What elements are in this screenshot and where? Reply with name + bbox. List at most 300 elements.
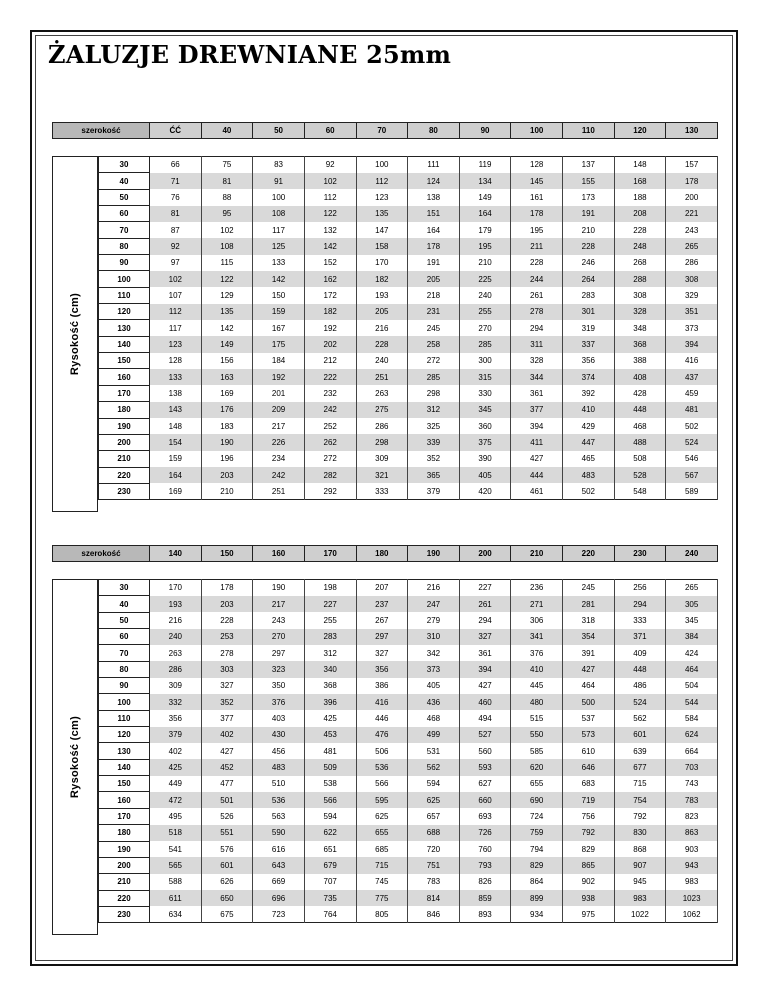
price-cell: 518 bbox=[150, 825, 202, 841]
price-cell: 294 bbox=[459, 612, 511, 628]
price-cell: 309 bbox=[356, 451, 408, 467]
price-cell: 743 bbox=[666, 776, 718, 792]
width-header-label: szerokość bbox=[53, 123, 150, 139]
price-cell: 247 bbox=[408, 596, 460, 612]
price-cell: 122 bbox=[304, 206, 356, 222]
price-cell: 425 bbox=[150, 759, 202, 775]
price-cell: 368 bbox=[304, 678, 356, 694]
price-cell: 167 bbox=[253, 320, 305, 336]
price-cell: 538 bbox=[304, 776, 356, 792]
price-cell: 333 bbox=[614, 612, 666, 628]
height-row-label: 100 bbox=[99, 271, 150, 287]
price-cell: 506 bbox=[356, 743, 408, 759]
table-row bbox=[99, 580, 718, 596]
price-cell: 205 bbox=[408, 271, 460, 287]
price-cell: 248 bbox=[614, 238, 666, 254]
price-cell: 234 bbox=[253, 451, 305, 467]
price-cell: 154 bbox=[150, 434, 202, 450]
price-cell: 650 bbox=[201, 890, 253, 906]
price-cell: 143 bbox=[150, 402, 202, 418]
price-cell: 228 bbox=[511, 255, 563, 271]
price-cell: 907 bbox=[614, 857, 666, 873]
price-cell: 445 bbox=[511, 678, 563, 694]
price-cell: 300 bbox=[459, 353, 511, 369]
price-cell: 173 bbox=[563, 189, 615, 205]
price-cell: 209 bbox=[253, 402, 305, 418]
price-cell: 585 bbox=[511, 743, 563, 759]
price-cell: 588 bbox=[150, 874, 202, 890]
price-cell: 262 bbox=[304, 434, 356, 450]
price-cell: 764 bbox=[304, 906, 356, 922]
price-cell: 745 bbox=[356, 874, 408, 890]
price-cell: 616 bbox=[253, 841, 305, 857]
price-cell: 142 bbox=[201, 320, 253, 336]
table-row bbox=[99, 255, 718, 271]
price-cell: 562 bbox=[408, 759, 460, 775]
price-cell: 332 bbox=[150, 694, 202, 710]
price-cell: 495 bbox=[150, 808, 202, 824]
price-cell: 286 bbox=[666, 255, 718, 271]
price-cell: 208 bbox=[614, 206, 666, 222]
price-cell: 221 bbox=[666, 206, 718, 222]
table-row bbox=[99, 710, 718, 726]
height-axis-label: Rysokość (cm) bbox=[69, 715, 81, 799]
price-cell: 328 bbox=[614, 304, 666, 320]
price-cell: 112 bbox=[356, 173, 408, 189]
price-cell: 182 bbox=[304, 304, 356, 320]
price-cell: 137 bbox=[563, 157, 615, 173]
price-grid-2 bbox=[98, 579, 718, 923]
height-row-label: 60 bbox=[99, 206, 150, 222]
price-cell: 315 bbox=[459, 369, 511, 385]
height-row-label: 80 bbox=[99, 661, 150, 677]
price-cell: 246 bbox=[563, 255, 615, 271]
price-cell: 272 bbox=[304, 451, 356, 467]
price-cell: 934 bbox=[511, 906, 563, 922]
price-cell: 202 bbox=[304, 336, 356, 352]
price-cell: 286 bbox=[356, 418, 408, 434]
price-cell: 117 bbox=[150, 320, 202, 336]
price-cell: 410 bbox=[563, 402, 615, 418]
price-cell: 92 bbox=[150, 238, 202, 254]
price-cell: 122 bbox=[201, 271, 253, 287]
price-cell: 864 bbox=[511, 874, 563, 890]
price-cell: 148 bbox=[614, 157, 666, 173]
height-row-label: 70 bbox=[99, 222, 150, 238]
price-cell: 217 bbox=[253, 596, 305, 612]
table-row bbox=[99, 434, 718, 450]
price-cell: 1062 bbox=[666, 906, 718, 922]
price-cell: 390 bbox=[459, 451, 511, 467]
width-header-cell: 180 bbox=[356, 546, 408, 562]
table-row bbox=[99, 727, 718, 743]
price-cell: 350 bbox=[253, 678, 305, 694]
price-cell: 192 bbox=[304, 320, 356, 336]
price-cell: 846 bbox=[408, 906, 460, 922]
price-cell: 297 bbox=[253, 645, 305, 661]
price-cell: 508 bbox=[614, 451, 666, 467]
price-cell: 391 bbox=[563, 645, 615, 661]
price-cell: 376 bbox=[511, 645, 563, 661]
price-cell: 476 bbox=[356, 727, 408, 743]
price-cell: 394 bbox=[459, 661, 511, 677]
height-row-label: 50 bbox=[99, 612, 150, 628]
price-cell: 175 bbox=[253, 336, 305, 352]
price-cell: 639 bbox=[614, 743, 666, 759]
price-cell: 100 bbox=[253, 189, 305, 205]
price-table-section-1 bbox=[52, 122, 718, 497]
price-cell: 218 bbox=[408, 287, 460, 303]
price-cell: 303 bbox=[201, 661, 253, 677]
height-row-label: 90 bbox=[99, 255, 150, 271]
price-cell: 124 bbox=[408, 173, 460, 189]
price-cell: 112 bbox=[150, 304, 202, 320]
price-cell: 829 bbox=[511, 857, 563, 873]
price-cell: 200 bbox=[666, 189, 718, 205]
price-cell: 794 bbox=[511, 841, 563, 857]
price-cell: 793 bbox=[459, 857, 511, 873]
price-cell: 348 bbox=[614, 320, 666, 336]
price-cell: 327 bbox=[201, 678, 253, 694]
price-cell: 427 bbox=[459, 678, 511, 694]
price-cell: 546 bbox=[666, 451, 718, 467]
price-cell: 468 bbox=[614, 418, 666, 434]
price-cell: 285 bbox=[459, 336, 511, 352]
price-cell: 196 bbox=[201, 451, 253, 467]
price-cell: 531 bbox=[408, 743, 460, 759]
table-row bbox=[99, 206, 718, 222]
price-cell: 207 bbox=[356, 580, 408, 596]
price-cell: 408 bbox=[614, 369, 666, 385]
price-cell: 601 bbox=[614, 727, 666, 743]
price-cell: 352 bbox=[408, 451, 460, 467]
width-header-cell: 100 bbox=[511, 123, 563, 139]
price-cell: 228 bbox=[356, 336, 408, 352]
price-cell: 683 bbox=[563, 776, 615, 792]
price-cell: 865 bbox=[563, 857, 615, 873]
price-cell: 244 bbox=[511, 271, 563, 287]
price-cell: 162 bbox=[304, 271, 356, 287]
height-row-label: 60 bbox=[99, 629, 150, 645]
price-cell: 278 bbox=[201, 645, 253, 661]
height-row-label: 170 bbox=[99, 385, 150, 401]
width-header-cell: 210 bbox=[511, 546, 563, 562]
price-cell: 481 bbox=[666, 402, 718, 418]
price-cell: 427 bbox=[511, 451, 563, 467]
price-cell: 83 bbox=[253, 157, 305, 173]
height-row-label: 210 bbox=[99, 874, 150, 890]
price-cell: 386 bbox=[356, 678, 408, 694]
price-cell: 123 bbox=[150, 336, 202, 352]
price-cell: 365 bbox=[408, 467, 460, 483]
price-cell: 294 bbox=[614, 596, 666, 612]
table-row bbox=[99, 759, 718, 775]
price-cell: 375 bbox=[459, 434, 511, 450]
price-cell: 297 bbox=[356, 629, 408, 645]
table-row bbox=[99, 320, 718, 336]
price-cell: 333 bbox=[356, 483, 408, 499]
price-cell: 354 bbox=[563, 629, 615, 645]
height-axis-label: Rysokość (cm) bbox=[69, 292, 81, 376]
height-row-label: 110 bbox=[99, 287, 150, 303]
price-cell: 679 bbox=[304, 857, 356, 873]
price-cell: 456 bbox=[253, 743, 305, 759]
price-cell: 502 bbox=[666, 418, 718, 434]
width-header-cell: 160 bbox=[253, 546, 305, 562]
table-row bbox=[99, 874, 718, 890]
price-cell: 149 bbox=[459, 189, 511, 205]
width-header-cell: ĆĆ bbox=[150, 123, 202, 139]
width-header-row-1 bbox=[52, 122, 718, 139]
price-cell: 411 bbox=[511, 434, 563, 450]
price-cell: 112 bbox=[304, 189, 356, 205]
price-cell: 227 bbox=[304, 596, 356, 612]
price-cell: 590 bbox=[253, 825, 305, 841]
price-cell: 945 bbox=[614, 874, 666, 890]
price-cell: 760 bbox=[459, 841, 511, 857]
price-cell: 735 bbox=[304, 890, 356, 906]
price-cell: 211 bbox=[511, 238, 563, 254]
price-cell: 87 bbox=[150, 222, 202, 238]
price-cell: 814 bbox=[408, 890, 460, 906]
price-cell: 524 bbox=[614, 694, 666, 710]
price-cell: 184 bbox=[253, 353, 305, 369]
height-row-label: 50 bbox=[99, 189, 150, 205]
price-cell: 156 bbox=[201, 353, 253, 369]
height-row-label: 230 bbox=[99, 483, 150, 499]
price-cell: 226 bbox=[253, 434, 305, 450]
price-cell: 255 bbox=[304, 612, 356, 628]
price-cell: 190 bbox=[253, 580, 305, 596]
price-cell: 225 bbox=[459, 271, 511, 287]
price-cell: 595 bbox=[356, 792, 408, 808]
height-row-label: 200 bbox=[99, 857, 150, 873]
price-cell: 323 bbox=[253, 661, 305, 677]
price-cell: 703 bbox=[666, 759, 718, 775]
price-cell: 626 bbox=[201, 874, 253, 890]
width-header-cell: 240 bbox=[666, 546, 718, 562]
table-row bbox=[99, 271, 718, 287]
price-cell: 472 bbox=[150, 792, 202, 808]
price-cell: 159 bbox=[253, 304, 305, 320]
price-cell: 263 bbox=[356, 385, 408, 401]
price-cell: 172 bbox=[304, 287, 356, 303]
price-cell: 550 bbox=[511, 727, 563, 743]
price-cell: 726 bbox=[459, 825, 511, 841]
price-cell: 536 bbox=[356, 759, 408, 775]
price-cell: 205 bbox=[356, 304, 408, 320]
price-cell: 510 bbox=[253, 776, 305, 792]
price-cell: 306 bbox=[511, 612, 563, 628]
table-row bbox=[99, 596, 718, 612]
price-cell: 264 bbox=[563, 271, 615, 287]
price-cell: 325 bbox=[408, 418, 460, 434]
width-header-cell: 40 bbox=[201, 123, 253, 139]
price-cell: 81 bbox=[150, 206, 202, 222]
price-cell: 541 bbox=[150, 841, 202, 857]
price-cell: 396 bbox=[304, 694, 356, 710]
table-row bbox=[99, 353, 718, 369]
width-header-cell: 220 bbox=[563, 546, 615, 562]
table-row bbox=[99, 890, 718, 906]
price-cell: 356 bbox=[563, 353, 615, 369]
price-cell: 128 bbox=[150, 353, 202, 369]
height-row-label: 180 bbox=[99, 825, 150, 841]
price-cell: 164 bbox=[459, 206, 511, 222]
price-cell: 376 bbox=[253, 694, 305, 710]
price-cell: 610 bbox=[563, 743, 615, 759]
price-cell: 715 bbox=[614, 776, 666, 792]
price-cell: 308 bbox=[614, 287, 666, 303]
table-row bbox=[99, 451, 718, 467]
price-cell: 243 bbox=[666, 222, 718, 238]
price-cell: 327 bbox=[459, 629, 511, 645]
width-header-cell: 190 bbox=[408, 546, 460, 562]
price-cell: 227 bbox=[459, 580, 511, 596]
price-cell: 283 bbox=[304, 629, 356, 645]
price-cell: 371 bbox=[614, 629, 666, 645]
width-header-label: szerokość bbox=[53, 546, 150, 562]
price-cell: 805 bbox=[356, 906, 408, 922]
price-cell: 724 bbox=[511, 808, 563, 824]
price-cell: 560 bbox=[459, 743, 511, 759]
price-cell: 528 bbox=[614, 467, 666, 483]
price-cell: 178 bbox=[511, 206, 563, 222]
price-cell: 448 bbox=[614, 402, 666, 418]
price-cell: 723 bbox=[253, 906, 305, 922]
table-row bbox=[99, 678, 718, 694]
price-cell: 157 bbox=[666, 157, 718, 173]
width-header-row-2 bbox=[52, 545, 718, 562]
height-row-label: 200 bbox=[99, 434, 150, 450]
table-row bbox=[99, 385, 718, 401]
price-cell: 288 bbox=[614, 271, 666, 287]
price-cell: 1023 bbox=[666, 890, 718, 906]
price-cell: 594 bbox=[304, 808, 356, 824]
price-cell: 210 bbox=[459, 255, 511, 271]
table-row bbox=[99, 645, 718, 661]
price-cell: 625 bbox=[408, 792, 460, 808]
price-cell: 373 bbox=[666, 320, 718, 336]
price-cell: 203 bbox=[201, 596, 253, 612]
price-cell: 465 bbox=[563, 451, 615, 467]
price-cell: 329 bbox=[666, 287, 718, 303]
price-cell: 899 bbox=[511, 890, 563, 906]
price-cell: 152 bbox=[304, 255, 356, 271]
price-cell: 690 bbox=[511, 792, 563, 808]
price-cell: 447 bbox=[563, 434, 615, 450]
price-cell: 265 bbox=[666, 238, 718, 254]
price-cell: 830 bbox=[614, 825, 666, 841]
price-cell: 563 bbox=[253, 808, 305, 824]
price-cell: 696 bbox=[253, 890, 305, 906]
price-cell: 228 bbox=[201, 612, 253, 628]
price-cell: 279 bbox=[408, 612, 460, 628]
price-cell: 135 bbox=[356, 206, 408, 222]
price-cell: 71 bbox=[150, 173, 202, 189]
price-cell: 448 bbox=[614, 661, 666, 677]
height-row-label: 130 bbox=[99, 320, 150, 336]
price-cell: 142 bbox=[253, 271, 305, 287]
width-header-cell: 50 bbox=[253, 123, 305, 139]
table-row bbox=[99, 857, 718, 873]
table-row bbox=[99, 694, 718, 710]
price-cell: 427 bbox=[201, 743, 253, 759]
width-header-cell: 200 bbox=[459, 546, 511, 562]
price-cell: 100 bbox=[356, 157, 408, 173]
price-cell: 477 bbox=[201, 776, 253, 792]
price-cell: 483 bbox=[253, 759, 305, 775]
price-cell: 903 bbox=[666, 841, 718, 857]
price-cell: 464 bbox=[563, 678, 615, 694]
price-cell: 499 bbox=[408, 727, 460, 743]
price-cell: 292 bbox=[304, 483, 356, 499]
price-cell: 341 bbox=[511, 629, 563, 645]
price-cell: 360 bbox=[459, 418, 511, 434]
price-cell: 256 bbox=[614, 580, 666, 596]
price-cell: 164 bbox=[150, 467, 202, 483]
price-cell: 318 bbox=[563, 612, 615, 628]
price-cell: 133 bbox=[253, 255, 305, 271]
price-cell: 675 bbox=[201, 906, 253, 922]
price-cell: 76 bbox=[150, 189, 202, 205]
height-row-label: 30 bbox=[99, 580, 150, 596]
price-cell: 893 bbox=[459, 906, 511, 922]
height-row-label: 150 bbox=[99, 353, 150, 369]
price-cell: 251 bbox=[253, 483, 305, 499]
price-cell: 756 bbox=[563, 808, 615, 824]
price-cell: 868 bbox=[614, 841, 666, 857]
price-cell: 402 bbox=[201, 727, 253, 743]
price-cell: 201 bbox=[253, 385, 305, 401]
price-cell: 566 bbox=[304, 792, 356, 808]
table-row bbox=[99, 336, 718, 352]
price-cell: 210 bbox=[201, 483, 253, 499]
price-cell: 161 bbox=[511, 189, 563, 205]
price-cell: 537 bbox=[563, 710, 615, 726]
table-row bbox=[99, 418, 718, 434]
table-row bbox=[99, 906, 718, 922]
price-cell: 232 bbox=[304, 385, 356, 401]
height-row-label: 120 bbox=[99, 304, 150, 320]
price-cell: 416 bbox=[666, 353, 718, 369]
price-cell: 526 bbox=[201, 808, 253, 824]
price-cell: 660 bbox=[459, 792, 511, 808]
price-cell: 720 bbox=[408, 841, 460, 857]
price-cell: 646 bbox=[563, 759, 615, 775]
price-cell: 943 bbox=[666, 857, 718, 873]
price-cell: 715 bbox=[356, 857, 408, 873]
height-row-label: 120 bbox=[99, 727, 150, 743]
price-cell: 81 bbox=[201, 173, 253, 189]
price-cell: 132 bbox=[304, 222, 356, 238]
table-row bbox=[99, 483, 718, 499]
price-cell: 164 bbox=[408, 222, 460, 238]
price-cell: 394 bbox=[511, 418, 563, 434]
price-cell: 481 bbox=[304, 743, 356, 759]
price-cell: 253 bbox=[201, 629, 253, 645]
table-row bbox=[99, 792, 718, 808]
price-cell: 231 bbox=[408, 304, 460, 320]
price-cell: 216 bbox=[356, 320, 408, 336]
price-cell: 624 bbox=[666, 727, 718, 743]
price-cell: 394 bbox=[666, 336, 718, 352]
price-cell: 222 bbox=[304, 369, 356, 385]
price-cell: 168 bbox=[614, 173, 666, 189]
price-cell: 430 bbox=[253, 727, 305, 743]
price-cell: 255 bbox=[459, 304, 511, 320]
price-cell: 377 bbox=[511, 402, 563, 418]
